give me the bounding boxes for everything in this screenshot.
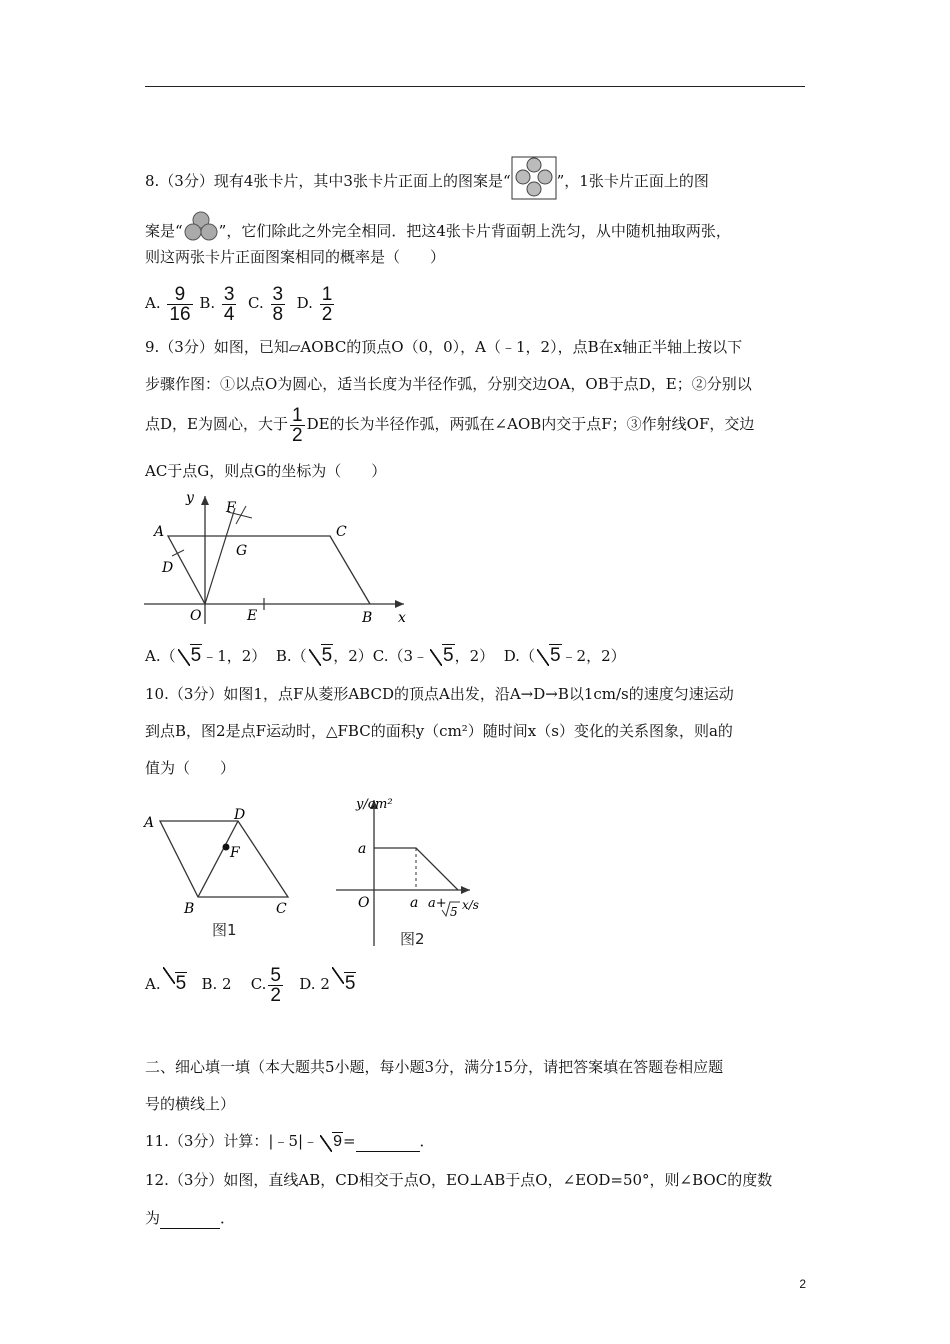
- q12-line2: [145, 1208, 235, 1229]
- q9-text-3b: DE的长为半径作弧，两弧在∠AOB内交于点F；③作射线OF，交边: [306, 415, 755, 433]
- q11-text-end: ．: [419, 1132, 435, 1150]
- q10-option-c-fraction: [268, 966, 283, 1005]
- q9-line1: 9.（3分）如图，已知▱AOBC的顶点O（0，0），A（﹣1，2），点B在x轴正半轴上按以下: [145, 338, 743, 356]
- q10-fig2-O-label: O: [358, 895, 370, 911]
- q9-fig-G-label: G: [236, 543, 248, 559]
- q8-line3: 则这两张卡片正面图案相同的概率是（ ）: [145, 248, 446, 266]
- three-circles-card-icon: [183, 210, 219, 244]
- q9-fig-y-label: y: [186, 490, 194, 506]
- q10-option-b: B. 2: [201, 975, 232, 993]
- q12-answer-blank[interactable]: [160, 1208, 220, 1229]
- q8-options: [145, 283, 336, 324]
- q11-answer-blank[interactable]: [356, 1131, 420, 1152]
- section2-heading-line2: 号的横线上）: [145, 1095, 236, 1113]
- q10-fig1-A-label: A: [144, 815, 155, 831]
- header-rule: [145, 86, 805, 87]
- four-circles-card-icon: [511, 156, 557, 200]
- q8-option-d-label: D.: [296, 294, 313, 312]
- q8-a-denominator: 16: [169, 303, 191, 325]
- q9-half-fraction: [290, 406, 305, 445]
- q10-fig2-xunit-label: x/s: [462, 898, 479, 912]
- q11-line: [145, 1131, 435, 1152]
- q9-d-radicand: 5: [549, 645, 561, 666]
- q9-a-radicand: 5: [190, 645, 202, 666]
- q8-c-numerator: 3: [272, 283, 284, 305]
- q8-c-denominator: 8: [272, 303, 284, 325]
- q10-figure-2-graph: [330, 792, 500, 954]
- q12-line1: 12.（3分）如图，直线AB，CD相交于点O，EO⊥AB于点O，∠EOD=50°，则∠BOC的度数: [145, 1171, 773, 1189]
- q9-option-b-sqrt: [309, 646, 334, 666]
- q10-fig2-yaxis-label: y/cm²: [356, 797, 393, 812]
- q10-fig2-a-x-label: a: [410, 895, 419, 911]
- q9-fig-F-label: F: [226, 500, 236, 516]
- q8-option-b-fraction: [222, 285, 237, 324]
- q10-option-a-sqrt: [163, 964, 188, 1004]
- q9-half-denominator: 2: [291, 424, 303, 446]
- q9-options: [145, 646, 626, 666]
- q10-options: [145, 964, 356, 1005]
- q10-option-c-label: C.: [250, 975, 267, 993]
- q8-a-numerator: 9: [174, 283, 186, 305]
- q10-a-radicand: 5: [175, 973, 187, 994]
- q9-option-c-sqrt: [430, 646, 455, 666]
- q9-option-a-post: ﹣1，2）: [202, 647, 267, 665]
- q9-option-a-sqrt: [178, 646, 203, 666]
- q10-fig2-a-y-label: a: [358, 841, 367, 857]
- q9-option-d-sqrt: [537, 646, 562, 666]
- q10-c-numerator: 5: [270, 964, 281, 986]
- q9-fig-O-label: O: [190, 608, 202, 624]
- q10-fig1-C-label: C: [276, 901, 287, 917]
- q8-text-2b: ”，它们除此之外完全相同．把这4张卡片背面朝上洗匀，从中随机抽取两张，: [218, 222, 731, 240]
- q9-line4: AC于点G，则点G的坐标为（ ）: [145, 462, 387, 480]
- q9-b-radicand: 5: [321, 645, 333, 666]
- q10-line1: 10.（3分）如图1，点F从菱形ABCD的顶点A出发，沿A→D→B以1cm/s的速度匀速运动: [145, 685, 734, 703]
- q8-option-a-fraction: [167, 285, 192, 324]
- q8-text-2a: 案是“: [145, 222, 183, 240]
- q11-sqrt: [320, 1132, 343, 1152]
- q11-text-equals: =: [342, 1132, 356, 1150]
- q8-d-numerator: 1: [321, 283, 333, 305]
- q8-option-d-fraction: [320, 285, 335, 324]
- q9-line2: 步骤作图：①以点O为圆心，适当长度为半径作弧，分别交边OA，OB于点D，E；②分别以: [145, 375, 752, 393]
- q10-option-d-label: D. 2: [299, 975, 330, 993]
- q8-option-b-label: B.: [199, 294, 216, 312]
- q12-text-end: ．: [220, 1209, 236, 1227]
- q8-b-denominator: 4: [223, 303, 235, 325]
- q9-option-a-pre: A.（: [145, 647, 176, 665]
- q10-c-denominator: 2: [270, 984, 281, 1006]
- q9-fig-x-label: x: [398, 610, 406, 626]
- q8-b-numerator: 3: [223, 283, 235, 305]
- q10-d-radicand: 5: [344, 973, 356, 994]
- q9-fig-A-label: A: [154, 524, 165, 540]
- q9-fig-C-label: C: [336, 524, 347, 540]
- q8-option-c-fraction: [271, 285, 286, 324]
- q10-fig1-F-label: F: [230, 845, 240, 861]
- q10-option-d-sqrt: [332, 964, 357, 1004]
- q9-fig-B-label: B: [362, 610, 373, 626]
- q9-option-d-pre: D.（: [503, 647, 535, 665]
- q10-figure-1-rhombus: [140, 805, 300, 945]
- q8-text-1a: 8.（3分）现有4张卡片，其中3张卡片正面上的图案是“: [145, 172, 511, 190]
- q8-line2: [145, 210, 731, 244]
- q8-d-denominator: 2: [321, 303, 333, 325]
- q10-option-a-label: A.: [145, 975, 161, 993]
- q10-fig2-radicand: 5: [450, 905, 458, 919]
- q10-fig1-caption: 图1: [212, 921, 237, 939]
- q12-text-pre: 为: [145, 1209, 161, 1227]
- q10-fig1-B-label: B: [184, 901, 195, 917]
- q9-fig-D-label: D: [162, 560, 174, 576]
- q8-line1: [145, 156, 709, 200]
- q10-fig2-caption: 图2: [400, 930, 425, 948]
- q9-line3: [145, 404, 754, 445]
- q9-c-radicand: 5: [443, 645, 454, 666]
- section2-heading-line1: 二、细心填一填（本大题共5小题，每小题3分，满分15分，请把答案填在答题卷相应题: [145, 1058, 724, 1076]
- q9-option-c-pre: C.（3﹣: [372, 647, 429, 665]
- q9-parallelogram-figure: [140, 488, 420, 630]
- q9-option-b-post: ，2）: [333, 647, 373, 665]
- q9-half-numerator: 1: [291, 404, 303, 426]
- q9-text-3a: 点D，E为圆心，大于: [145, 415, 288, 433]
- page-number: 2: [799, 1277, 806, 1291]
- q9-option-c-post: ，2）: [454, 647, 495, 665]
- q10-fig2-a-plus-label: a+: [428, 896, 447, 911]
- q11-radicand: 9: [333, 1133, 342, 1150]
- q9-fig-E-label: E: [247, 608, 258, 624]
- q8-text-1b: ”，1张卡片正面上的图: [556, 172, 709, 190]
- q8-option-c-label: C.: [248, 294, 264, 312]
- q11-text-pre: 11.（3分）计算：|﹣5|﹣: [145, 1132, 319, 1150]
- q8-option-a-label: A.: [145, 294, 161, 312]
- q9-option-d-post: ﹣2，2）: [561, 647, 626, 665]
- q10-line2: 到点B，图2是点F运动时，△FBC的面积y（cm²）随时间x（s）变化的关系图象，则a的: [145, 722, 733, 740]
- q10-line3: 值为（ ）: [145, 759, 236, 777]
- q10-fig1-D-label: D: [234, 807, 246, 823]
- q9-option-b-pre: B.（: [275, 647, 307, 665]
